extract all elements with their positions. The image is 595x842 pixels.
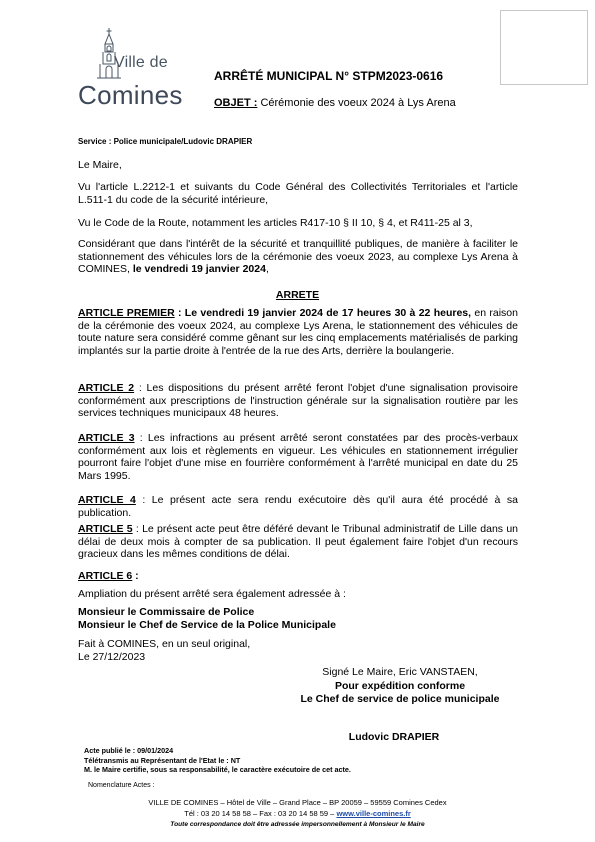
article-6-label: ARTICLE 6	[78, 570, 133, 582]
footer-address: VILLE DE COMINES – Hôtel de Ville – Grand Place – BP 20059 – 59559 Comines Cedex	[148, 798, 447, 807]
footer-contact	[0, 809, 595, 819]
signature-maire: Signé Le Maire, Eric VANSTAEN,	[322, 666, 478, 678]
article-premier-bold: Le vendredi 19 janvier 2024 de 17 heures 30 à 22 heures,	[184, 307, 472, 319]
signature-expedition: Pour expédition conforme	[334, 679, 466, 692]
logo-ville-text: Ville de	[114, 54, 168, 71]
considerant-end: ,	[265, 263, 269, 276]
nomenclature: Nomenclature Actes :	[88, 782, 155, 789]
acte-publie: Acte publié le : 09/01/2024	[84, 746, 174, 755]
ampliation: Ampliation du présent arrêté sera également adressée à :	[78, 588, 346, 600]
stamp-box	[500, 10, 588, 85]
service-line: Service : Police municipale/Ludovic DRAPIER	[78, 137, 253, 146]
vu-code-route: Vu le Code de la Route, notamment les articles R417-10 § II 10, § 4, et R411-25 al 3,	[78, 217, 473, 229]
article-4	[78, 494, 518, 519]
considerant-paragraph	[78, 238, 518, 276]
article-3	[78, 432, 518, 482]
signatory-name: Ludovic DRAPIER	[348, 731, 440, 743]
website-link[interactable]: www.ville-comines.fr	[336, 809, 411, 818]
article-6-text: :	[132, 570, 139, 582]
signature-chef-service: Le Chef de service de police municipale	[300, 693, 500, 705]
footer-tel: Tél : 03 20 14 58 58 – Fax : 03 20 14 58 59 –	[184, 809, 337, 818]
ville-de-comines-logo	[78, 28, 198, 110]
signature-block	[240, 666, 560, 707]
le-maire: Le Maire,	[78, 159, 122, 171]
article-4-label: ARTICLE 4	[78, 494, 136, 506]
article-5-text: : Le présent acte peut être déféré devant le Tribunal administratif de Lille dans un délai de deux mois à compter de sa publication. Il peut également faire l'objet d'un recours gracieux dans les mêmes conditions de délai.	[78, 523, 518, 561]
article-premier-sep: :	[174, 307, 185, 319]
destinataire-commissaire: Monsieur le Commissaire de Police	[78, 606, 255, 618]
maire-certifie: M. le Maire certifie, sous sa responsabilité, le caractère exécutoire de cet acte.	[84, 765, 351, 775]
vu-article: Vu l'article L.2212-1 et suivants du Code Général des Collectivités Territoriales et l'article L.511-1 du code de la sécurité intérieure,	[78, 181, 518, 206]
article-3-label: ARTICLE 3	[78, 432, 135, 444]
article-4-text: : Le présent acte sera rendu exécutoire dès qu'il aura été procédé à sa publication.	[78, 494, 518, 519]
destinataire-chef-service: Monsieur le Chef de Service de la Police Municipale	[78, 619, 336, 631]
considerant-text: Considérant que dans l'intérêt de la sécurité et tranquillité publiques, de manière à faciliter le stationnement des véhicules lors de la cérémonie des voeux 2023, au complexe Lys Arena à COMINES,	[78, 238, 518, 276]
footer-note: Toute correspondance doit être adressée impersonnellement à Monsieur le Maire	[170, 821, 425, 828]
article-5-label: ARTICLE 5	[78, 523, 133, 535]
arrete-heading: ARRETE	[275, 289, 320, 301]
article-premier-text: en raison de la cérémonie des voeux 2024, au complexe Lys Arena, le stationnement des véhicules de toute nature sera considéré comme gênant sur les cinq emplacements matérialisés de parking implantés sur la partie droite à l'entrée de la rue des Arts, derrière la boulangerie.	[78, 307, 518, 357]
footer-publication	[84, 746, 351, 775]
article-6	[78, 570, 518, 583]
date-line: Le 27/12/2023	[78, 651, 146, 663]
document-title: ARRÊTÉ MUNICIPAL N° STPM2023-0616	[214, 69, 444, 83]
article-5	[78, 523, 518, 561]
objet-label: OBJET :	[214, 97, 258, 109]
teletransmis: Télétransmis au Représentant de l'Etat le : NT	[84, 755, 241, 765]
article-2-label: ARTICLE 2	[78, 382, 135, 394]
logo-comines-text: Comines	[78, 80, 183, 110]
article-2-text: : Les dispositions du présent arrêté feront l'objet d'une signalisation provisoire conformément aux prescriptions de l'instruction générale sur la signalisation routière par les services techniques municipaux 48 heures.	[78, 382, 518, 420]
objet-text: Cérémonie des voeux 2024 à Lys Arena	[257, 97, 456, 109]
article-premier	[78, 307, 518, 357]
considerant-date: le vendredi 19 janvier 2024	[132, 263, 266, 276]
fait-a: Fait à COMINES, en un seul original,	[78, 638, 251, 650]
article-3-text: : Les infractions au présent arrêté seront constatées par des procès-verbaux conformément aux lois et règlements en vigueur. Les véhicules en stationnement irrégulier pourront faire l'objet d'une mise en fourrière conformément à l'arrêté municipal en date du 25 Mars 1995.	[78, 432, 518, 482]
article-2	[78, 382, 518, 420]
article-premier-label: ARTICLE PREMIER	[78, 307, 175, 319]
objet-line	[214, 97, 456, 109]
